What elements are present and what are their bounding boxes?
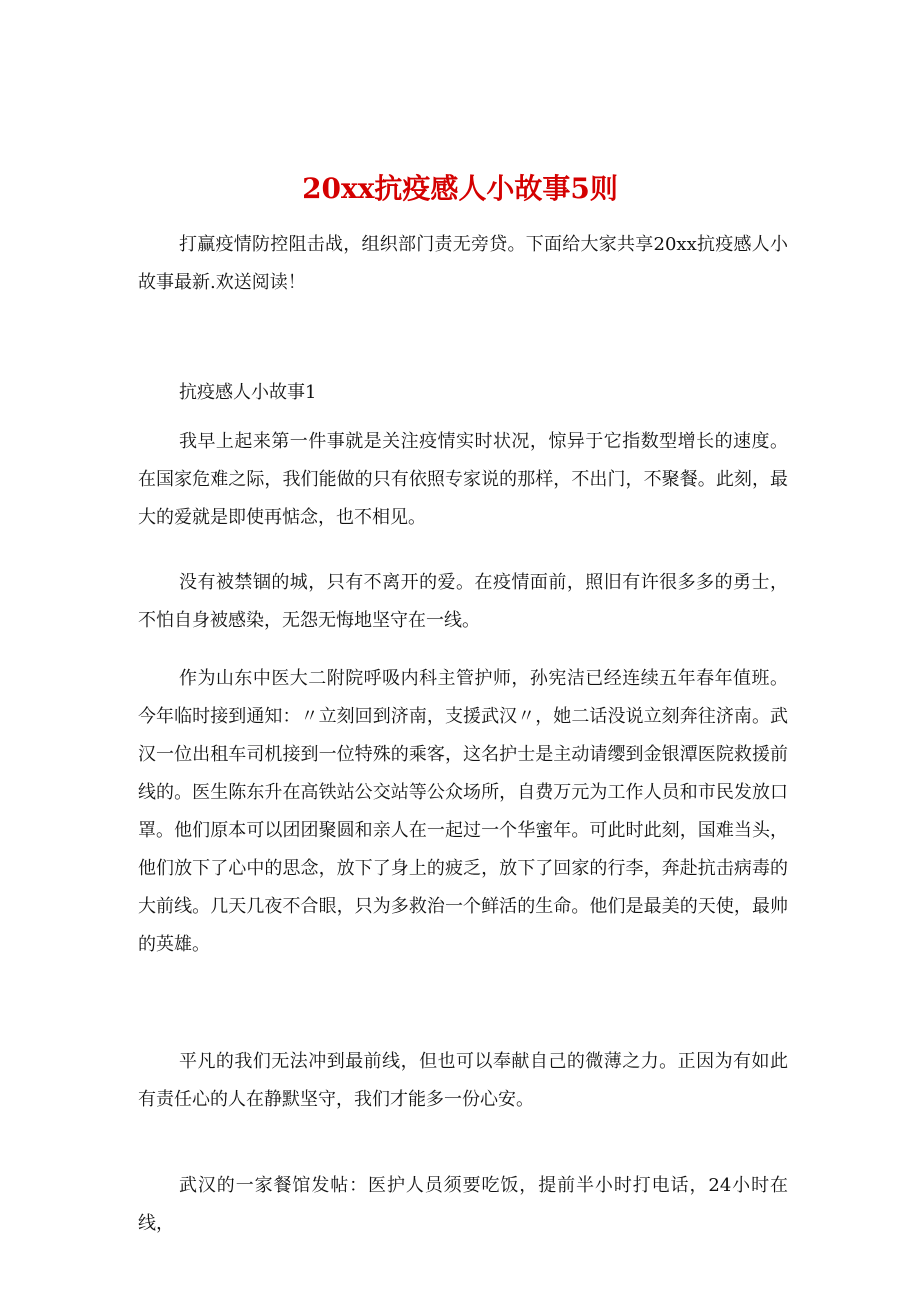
paragraph-4: 平凡的我们无法冲到最前线，但也可以奉献自己的微薄之力。正因为有如此有责任心的人在静默坚守，我们才能多一份心安。 [138,1051,788,1110]
paragraph-3: 作为山东中医大二附院呼吸内科主管护师，孙宪洁已经连续五年春年值班。今年临时接到通知：〃立刻回到济南，支援武汉〃，她二话没说立刻奔往济南。武汉一位出租车司机接到一位特殊的乘客，这名护士是主动请缨到金银潭医院救援前线的。医生陈东升在高铁站公交站等公众场所，自费万元为工作人员和市民发放口罩。他们原本可以团团聚圆和亲人在一起过一个华蜜年。可此时此刻，国难当头，他们放下了心中的思念，放下了身上的疲乏，放下了回家的行李，奔赴抗击病毒的大前线。几天几夜不合眼，只为多救治一个鲜活的生命。他们是最美的天使，最帅的英雄。 [138,668,788,955]
paragraph-1: 我早上起来第一件事就是关注疫情实时状况，惊异于它指数型增长的速度。在国家危难之际，我们能做的只有依照专家说的那样，不出门，不聚餐。此刻，最大的爱就是即使再惦念，也不相见。 [138,431,788,528]
intro-paragraph: 打赢疫情防控阻击战，组织部门责无旁贷。下面给大家共享20xx抗疫感人小故事最新.欢送阅读！ [138,234,788,293]
story-heading: 抗疫感人小故事1 [179,382,317,403]
paragraph-2: 没有被禁锢的城，只有不离开的爱。在疫情面前，照旧有许很多多的勇士，不怕自身被感染，无怨无悔地坚守在一线。 [138,572,788,631]
paragraph-5: 武汉的一家餐馆发帖：医护人员须要吃饭，提前半小时打电话，24小时在线， [138,1175,788,1234]
document-title: 20xx抗疫感人小故事5则 [302,171,618,205]
